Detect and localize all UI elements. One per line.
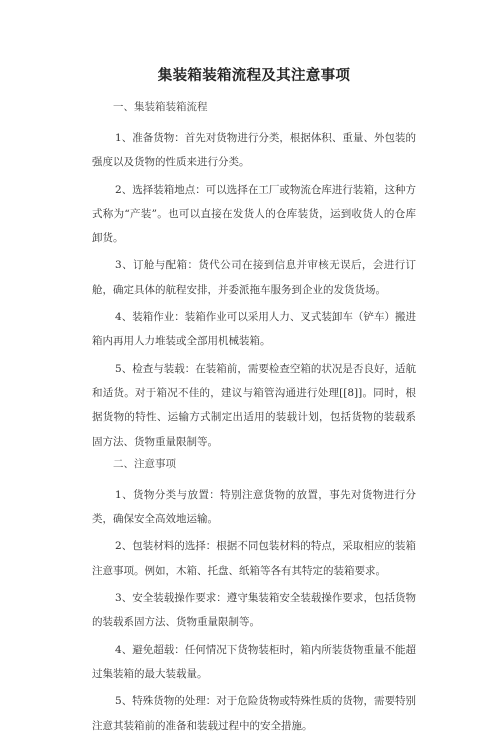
paragraph: 5、特殊货物的处理：对于危险货物或特殊性质的货物，需要特别注意其装箱前的准备和装载过程中的安全措施。 xyxy=(92,695,416,732)
paragraph: 5、检查与装载：在装箱前，需要检查空箱的状况是否良好，适航和适货。对于箱况不佳的，建议与箱管沟通进行处理[[8]]。同时，根据货物的特性、运输方式制定出适用的装载计划，包括货物的装载系固方法、货物重量限制等。 xyxy=(92,362,416,448)
paragraph: 3、安全装载操作要求：遵守集装箱安全装载操作要求，包括货物的装载系固方法、货物重量限制等。 xyxy=(92,592,416,629)
paragraph: 2、选择装箱地点：可以选择在工厂或物流仓库进行装箱，这种方式称为“产装”。也可以直接在发货人的仓库装货，运到收货人的仓库卸货。 xyxy=(92,183,416,245)
document-title: 集装箱装箱流程及其注意事项 xyxy=(157,68,351,84)
paragraph: 2、包装材料的选择：根据不同包装材料的特点，采取相应的装箱注意事项。例如，木箱、托盘、纸箱等各有其特定的装箱要求。 xyxy=(92,540,416,577)
paragraph: 4、避免超载：任何情况下货物装柜时，箱内所装货物重量不能超过集装箱的最大装载量。 xyxy=(92,643,416,680)
paragraph: 3、订舱与配箱：货代公司在接到信息并审核无误后，会进行订舱，确定具体的航程安排，并委派拖车服务到企业的发货货场。 xyxy=(92,259,416,296)
paragraph: 1、准备货物：首先对货物进行分类，根据体积、重量、外包装的强度以及货物的性质来进行分类。 xyxy=(92,132,416,169)
paragraph: 1、货物分类与放置：特别注意货物的放置，事先对货物进行分类，确保安全高效地运输。 xyxy=(92,488,416,526)
section-heading-notes: 二、注意事项 xyxy=(113,457,176,470)
paragraph: 4、装箱作业：装箱作业可以采用人力、叉式装卸车（铲车）搬进箱内再用人力堆装或全部用机械装箱。 xyxy=(92,311,416,348)
section-heading-process: 一、集装箱装箱流程 xyxy=(113,101,208,113)
